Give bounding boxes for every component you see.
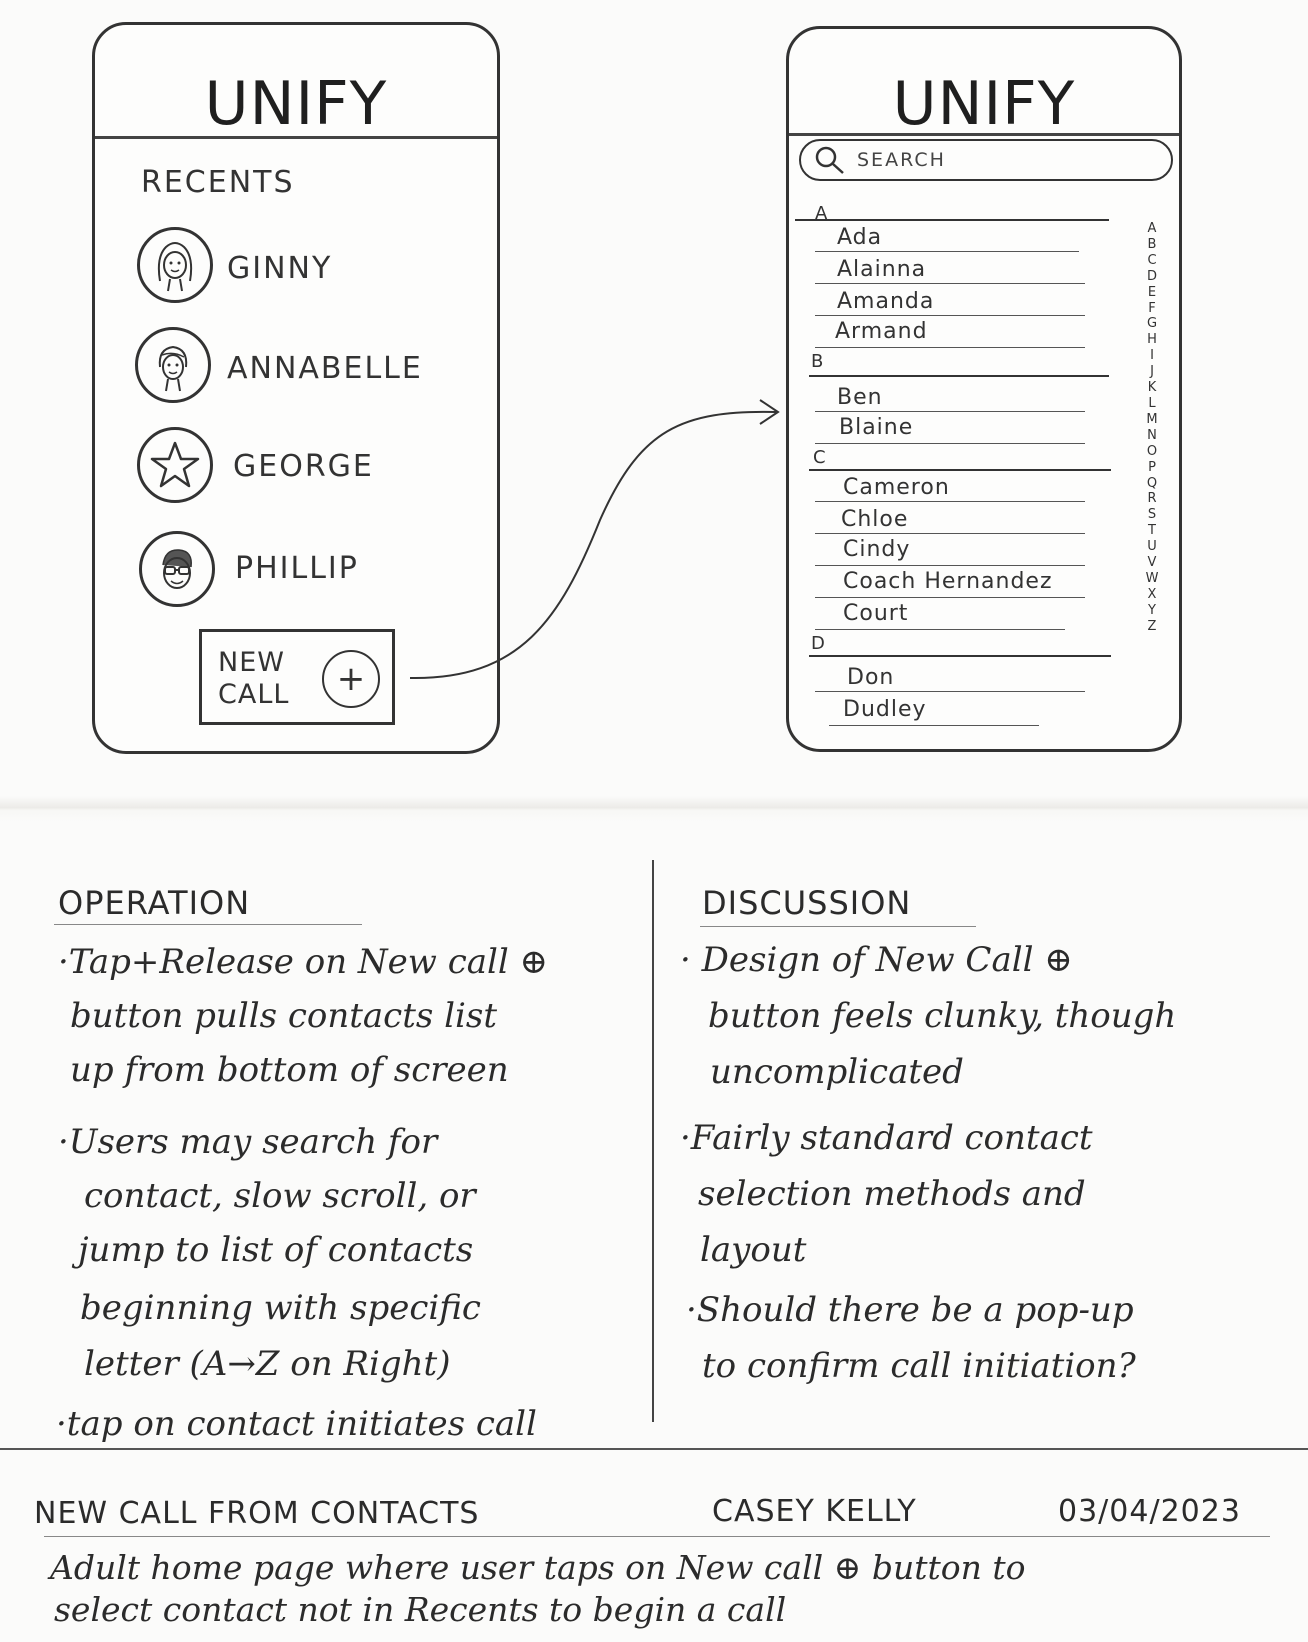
search-placeholder: SEARCH <box>857 149 946 171</box>
alphabet-index-letter[interactable]: V <box>1147 555 1157 571</box>
operation-heading-rule <box>54 924 362 925</box>
alphabet-index-letter[interactable]: B <box>1147 236 1157 252</box>
contact-divider <box>815 533 1085 534</box>
alphabet-index-letter[interactable]: L <box>1148 395 1156 411</box>
section-divider <box>795 219 1109 221</box>
discussion-note-line: · Design of New Call ⊕ <box>680 940 1073 980</box>
plus-icon: + <box>322 650 380 708</box>
contact-item[interactable]: Armand <box>835 319 928 344</box>
alphabet-index-letter[interactable]: J <box>1150 364 1154 380</box>
operation-heading: OPERATION <box>58 884 251 922</box>
contact-item[interactable]: Chloe <box>841 507 909 532</box>
alphabet-index-letter[interactable]: W <box>1145 570 1159 586</box>
alphabet-index-letter[interactable]: Z <box>1147 618 1157 634</box>
contact-divider <box>815 629 1065 630</box>
section-letter-a: A <box>815 203 828 224</box>
description-line: Adult home page where user taps on New call ⊕ button to <box>50 1548 1026 1587</box>
footer-title-rule <box>44 1536 1270 1537</box>
contact-divider <box>815 597 1085 598</box>
header-divider <box>789 133 1179 136</box>
notes-column-divider <box>652 860 654 1422</box>
contact-divider <box>815 347 1085 348</box>
discussion-heading-rule <box>700 926 976 927</box>
alphabet-index-letter[interactable]: H <box>1147 332 1157 348</box>
alphabet-index-letter[interactable]: F <box>1148 300 1156 316</box>
section-divider <box>809 655 1111 657</box>
alphabet-index-letter[interactable]: I <box>1150 348 1154 364</box>
contact-divider <box>815 565 1085 566</box>
alphabet-index-letter[interactable]: S <box>1147 507 1157 523</box>
contact-item[interactable]: Blaine <box>839 415 914 440</box>
alphabet-index-letter[interactable]: Q <box>1146 475 1158 491</box>
sketch-date: 03/04/2023 <box>1058 1494 1241 1529</box>
alphabet-index-letter[interactable]: T <box>1148 523 1156 539</box>
discussion-heading: DISCUSSION <box>702 884 912 922</box>
discussion-note-line: layout <box>700 1230 807 1270</box>
app-title: UNIFY <box>892 69 1076 139</box>
alphabet-index-letter[interactable]: R <box>1147 491 1157 507</box>
alphabet-index-letter[interactable]: P <box>1148 459 1156 475</box>
section-letter-b: B <box>811 351 824 372</box>
contact-item[interactable]: Dudley <box>843 697 927 722</box>
alphabet-index[interactable] <box>1143 221 1161 635</box>
contact-divider <box>815 443 1085 444</box>
alphabet-index-letter[interactable]: Y <box>1148 602 1156 618</box>
alphabet-index-letter[interactable]: G <box>1146 316 1158 332</box>
recents-heading: RECENTS <box>141 165 295 200</box>
contact-item[interactable]: Alainna <box>837 257 927 282</box>
recent-name-ginny[interactable]: GINNY <box>227 251 333 286</box>
operation-note-line: ·Tap+Release on New call ⊕ <box>58 942 549 982</box>
alphabet-index-letter[interactable]: M <box>1146 411 1158 427</box>
discussion-note-line: uncomplicated <box>710 1052 964 1092</box>
author-name: CASEY KELLY <box>712 1494 917 1529</box>
alphabet-index-letter[interactable]: E <box>1147 284 1157 300</box>
contact-item[interactable]: Don <box>847 665 895 690</box>
recent-name-george[interactable]: GEORGE <box>233 449 374 484</box>
section-letter-c: C <box>813 447 826 468</box>
section-letter-d: D <box>811 633 825 654</box>
section-divider <box>809 375 1109 377</box>
recent-name-phillip[interactable]: PHILLIP <box>235 551 359 586</box>
operation-note-line: beginning with specific <box>80 1288 481 1328</box>
contacts-screen-phone <box>786 26 1182 752</box>
contact-item[interactable]: Court <box>843 601 909 626</box>
contact-item[interactable]: Amanda <box>837 289 935 314</box>
new-call-label-line1: NEW <box>218 647 285 678</box>
discussion-note-line: to confirm call initiation? <box>702 1346 1136 1386</box>
recent-name-annabelle[interactable]: ANNABELLE <box>227 351 423 386</box>
contact-divider <box>815 691 1085 692</box>
sketch-title: NEW CALL FROM CONTACTS <box>34 1496 480 1531</box>
discussion-note-line: ·Fairly standard contact <box>680 1118 1093 1158</box>
operation-note-line: letter (A→Z on Right) <box>84 1344 451 1384</box>
contact-divider <box>815 251 1079 252</box>
alphabet-index-letter[interactable]: A <box>1147 221 1157 236</box>
page-fold <box>0 796 1308 822</box>
operation-note-line: button pulls contacts list <box>70 996 497 1036</box>
search-input[interactable] <box>799 139 1173 181</box>
contact-item[interactable]: Cameron <box>843 475 950 500</box>
search-icon <box>813 145 847 175</box>
contact-divider <box>815 315 1085 316</box>
discussion-note-line: selection methods and <box>698 1174 1086 1214</box>
contact-item[interactable]: Ada <box>837 225 883 250</box>
operation-note-line: contact, slow scroll, or <box>84 1176 476 1216</box>
operation-note-line: ·tap on contact initiates call <box>56 1404 537 1444</box>
alphabet-index-letter[interactable]: C <box>1147 252 1157 268</box>
discussion-note-line: button feels clunky, though <box>708 996 1177 1036</box>
contact-divider <box>815 411 1085 412</box>
alphabet-index-letter[interactable]: U <box>1147 539 1157 555</box>
discussion-note-line: ·Should there be a pop-up <box>686 1290 1134 1330</box>
contact-item[interactable]: Cindy <box>843 537 911 562</box>
alphabet-index-letter[interactable]: X <box>1147 586 1157 602</box>
new-call-label-line2: CALL <box>218 679 290 710</box>
contact-item[interactable]: Ben <box>837 385 883 410</box>
contact-divider <box>815 501 1085 502</box>
alphabet-index-letter[interactable]: N <box>1147 427 1157 443</box>
contact-divider <box>829 725 1039 726</box>
operation-note-line: ·Users may search for <box>58 1122 438 1162</box>
footer-divider <box>0 1448 1308 1450</box>
contact-item[interactable]: Coach Hernandez <box>843 569 1053 594</box>
section-divider <box>809 469 1111 471</box>
operation-note-line: up from bottom of screen <box>70 1050 509 1090</box>
operation-note-line: jump to list of contacts <box>78 1230 474 1270</box>
description-line: select contact not in Recents to begin a call <box>54 1590 787 1629</box>
contact-divider <box>815 283 1085 284</box>
app-title: UNIFY <box>204 69 388 139</box>
alphabet-index-letter[interactable]: O <box>1146 443 1158 459</box>
alphabet-index-letter[interactable]: D <box>1146 268 1157 284</box>
alphabet-index-letter[interactable]: K <box>1147 380 1157 396</box>
